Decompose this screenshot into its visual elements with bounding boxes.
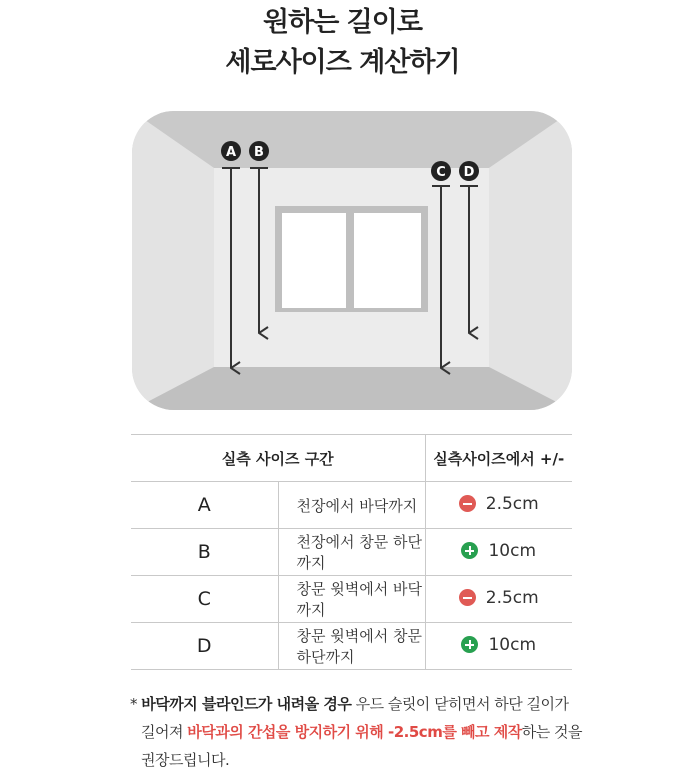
table-row	[131, 482, 572, 529]
footnote-star: *	[130, 695, 137, 713]
footnote-highlight: 바닥과의 간섭을 방지하기 위해 -2.5cm를 빼고 제작	[187, 723, 522, 741]
row-section: 창문 윗벽에서 바닥까지	[278, 576, 425, 623]
row-key: D	[131, 623, 278, 670]
window	[275, 206, 428, 312]
row-section: 창문 윗벽에서 창문 하단까지	[278, 623, 425, 670]
size-table	[131, 434, 572, 670]
marker-c-label: C	[436, 165, 446, 180]
header-adjust: 실측사이즈에서 +/-	[425, 435, 572, 482]
plus-icon	[461, 542, 478, 559]
row-adjust	[425, 623, 572, 670]
row-adjust	[425, 482, 572, 529]
marker-a-label: A	[225, 145, 237, 160]
footnote	[130, 690, 600, 774]
table-row	[131, 529, 572, 576]
row-value: 10cm	[488, 634, 537, 655]
footnote-line2	[130, 718, 600, 746]
row-value: 2.5cm	[485, 587, 539, 608]
page-title-line1: 원하는 길이로	[263, 7, 422, 38]
footnote-bold: 바닥까지 블라인드가 내려올 경우	[141, 695, 352, 713]
row-section: 천장에서 바닥까지	[278, 482, 425, 529]
minus-icon	[459, 589, 476, 606]
row-key: B	[131, 529, 278, 576]
minus-icon	[459, 495, 476, 512]
plus-icon	[461, 636, 478, 653]
table-header-row	[131, 435, 572, 482]
footnote-text3: 하는 것을	[521, 723, 582, 741]
row-section: 천장에서 창문 하단까지	[278, 529, 425, 576]
table-row	[131, 576, 572, 623]
row-adjust	[425, 576, 572, 623]
page-title-line2: 세로사이즈 계산하기	[225, 47, 460, 78]
marker-d-label: D	[463, 165, 475, 180]
footnote-text2: 길어져	[141, 723, 188, 741]
row-adjust	[425, 529, 572, 576]
row-value: 2.5cm	[485, 493, 539, 514]
marker-b-label: B	[254, 145, 264, 160]
table-row	[131, 623, 572, 670]
row-key: C	[131, 576, 278, 623]
row-key: A	[131, 482, 278, 529]
footnote-text1: 우드 슬릿이 닫히면서 하단 길이가	[351, 695, 569, 713]
footnote-line1	[130, 690, 600, 718]
footnote-line3: 권장드립니다.	[141, 751, 230, 769]
header-section: 실측 사이즈 구간	[131, 435, 425, 482]
row-value: 10cm	[488, 540, 537, 561]
